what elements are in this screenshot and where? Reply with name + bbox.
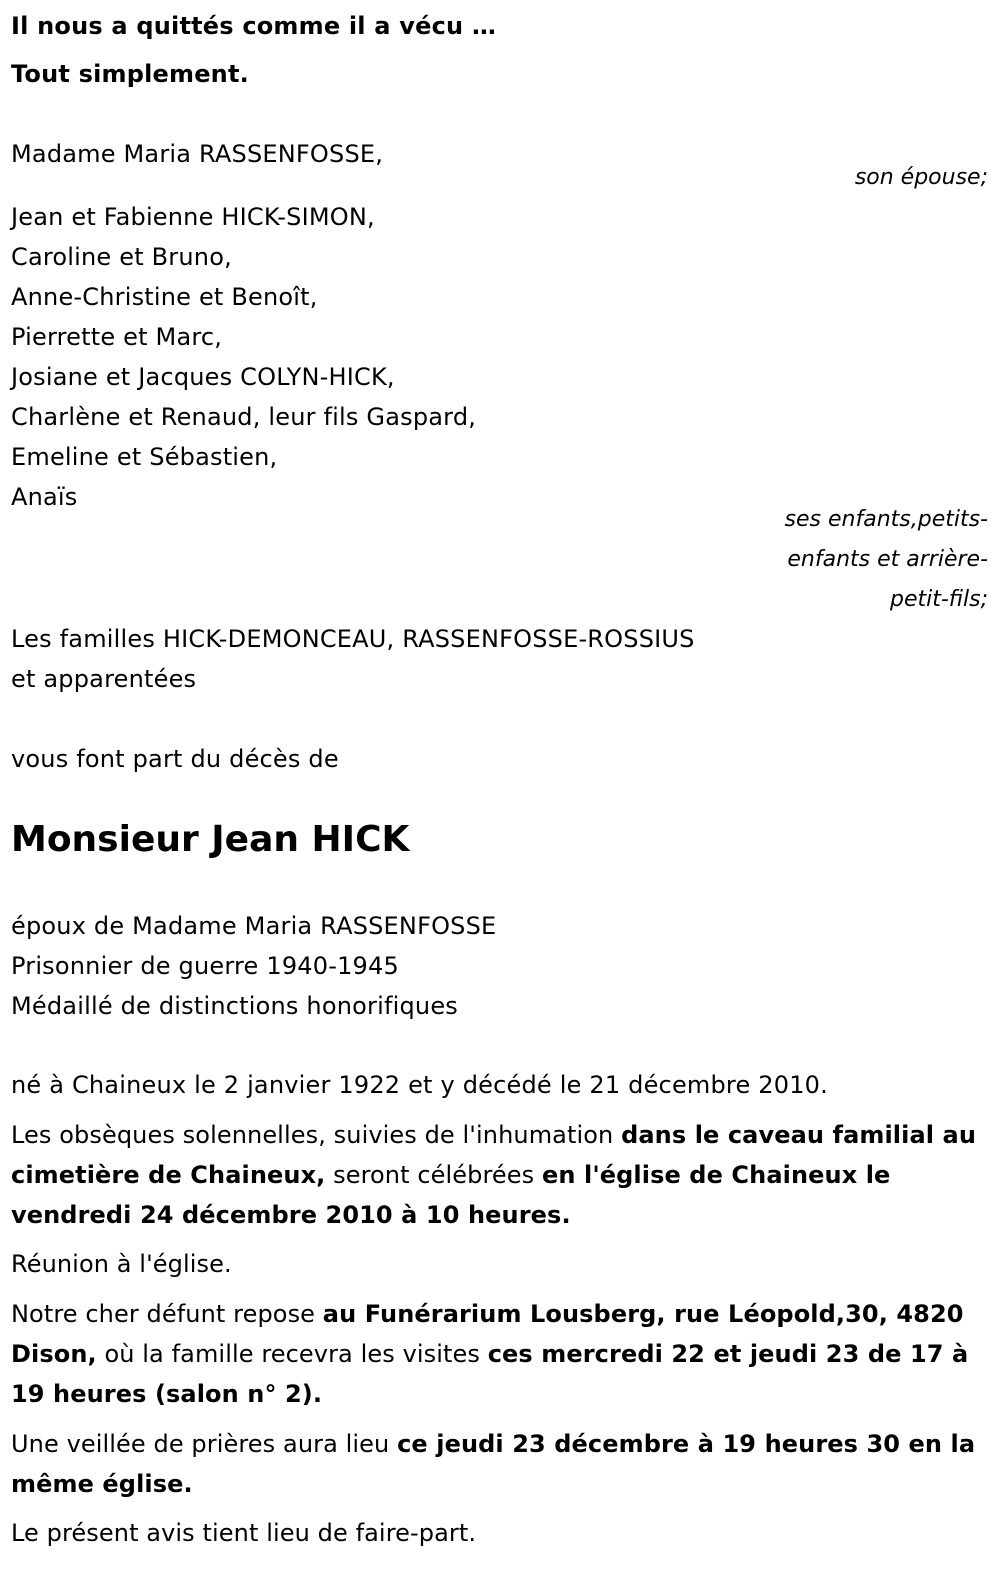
birth-death-line: né à Chaineux le 2 janvier 1922 et y décédé le 21 décembre 2010. bbox=[11, 1071, 828, 1099]
spouse-role: son épouse; bbox=[854, 165, 988, 190]
vigil-paragraph bbox=[11, 1424, 986, 1504]
closing-note: Le présent avis tient lieu de faire-part. bbox=[11, 1519, 477, 1547]
visitation-location: au Funérarium Lousberg, rue Léopold,30, 4820 Dison, bbox=[11, 1300, 964, 1368]
deceased-detail-3: Médaillé de distinctions honorifiques bbox=[11, 992, 458, 1020]
deceased-detail-2: Prisonnier de guerre 1940-1945 bbox=[11, 952, 399, 980]
funeral-text-1: Les obsèques solennelles, suivies de l'inhumation bbox=[11, 1121, 622, 1149]
families-line-2: et apparentées bbox=[11, 665, 197, 693]
funeral-church-date: en l'église de Chaineux le vendredi 24 décembre 2010 à 10 heures. bbox=[11, 1161, 891, 1229]
deceased-detail-1: époux de Madame Maria RASSENFOSSE bbox=[11, 912, 497, 940]
child-line-5: Josiane et Jacques COLYN-HICK, bbox=[11, 363, 395, 391]
vigil-time-place: ce jeudi 23 décembre à 19 heures 30 en la même église. bbox=[11, 1430, 976, 1498]
meeting-paragraph: Réunion à l'église. bbox=[11, 1250, 232, 1278]
spouse-name: Madame Maria RASSENFOSSE, bbox=[11, 140, 384, 168]
child-line-1: Jean et Fabienne HICK-SIMON, bbox=[11, 203, 375, 231]
funeral-burial-place: dans le caveau familial au cimetière de Chaineux, bbox=[11, 1121, 977, 1189]
child-line-3: Anne-Christine et Benoît, bbox=[11, 283, 318, 311]
funeral-text-2: seront célébrées bbox=[325, 1161, 542, 1189]
families-line-1: Les familles HICK-DEMONCEAU, RASSENFOSSE-ROSSIUS bbox=[11, 625, 695, 653]
deceased-name: Monsieur Jean HICK bbox=[11, 819, 410, 860]
intro-line-2: Tout simplement. bbox=[11, 60, 249, 88]
intro-line-1: Il nous a quittés comme il a vécu … bbox=[11, 12, 497, 40]
funeral-paragraph bbox=[11, 1115, 986, 1235]
children-role-line-1: ses enfants,petits- bbox=[784, 507, 988, 532]
children-role-line-3: petit-fils; bbox=[889, 587, 988, 612]
child-line-6: Charlène et Renaud, leur fils Gaspard, bbox=[11, 403, 477, 431]
children-role-line-2: enfants et arrière- bbox=[787, 547, 988, 572]
vigil-text: Une veillée de prières aura lieu bbox=[11, 1430, 398, 1458]
visitation-text-2: où la famille recevra les visites bbox=[96, 1340, 488, 1368]
child-line-2: Caroline et Bruno, bbox=[11, 243, 232, 271]
child-line-7: Emeline et Sébastien, bbox=[11, 443, 278, 471]
visitation-times: ces mercredi 22 et jeudi 23 de 17 à 19 heures (salon n° 2). bbox=[11, 1340, 969, 1408]
child-line-4: Pierrette et Marc, bbox=[11, 323, 223, 351]
visitation-paragraph bbox=[11, 1294, 986, 1414]
visitation-text-1: Notre cher défunt repose bbox=[11, 1300, 323, 1328]
announcement: vous font part du décès de bbox=[11, 745, 339, 773]
child-line-8: Anaïs bbox=[11, 483, 78, 511]
